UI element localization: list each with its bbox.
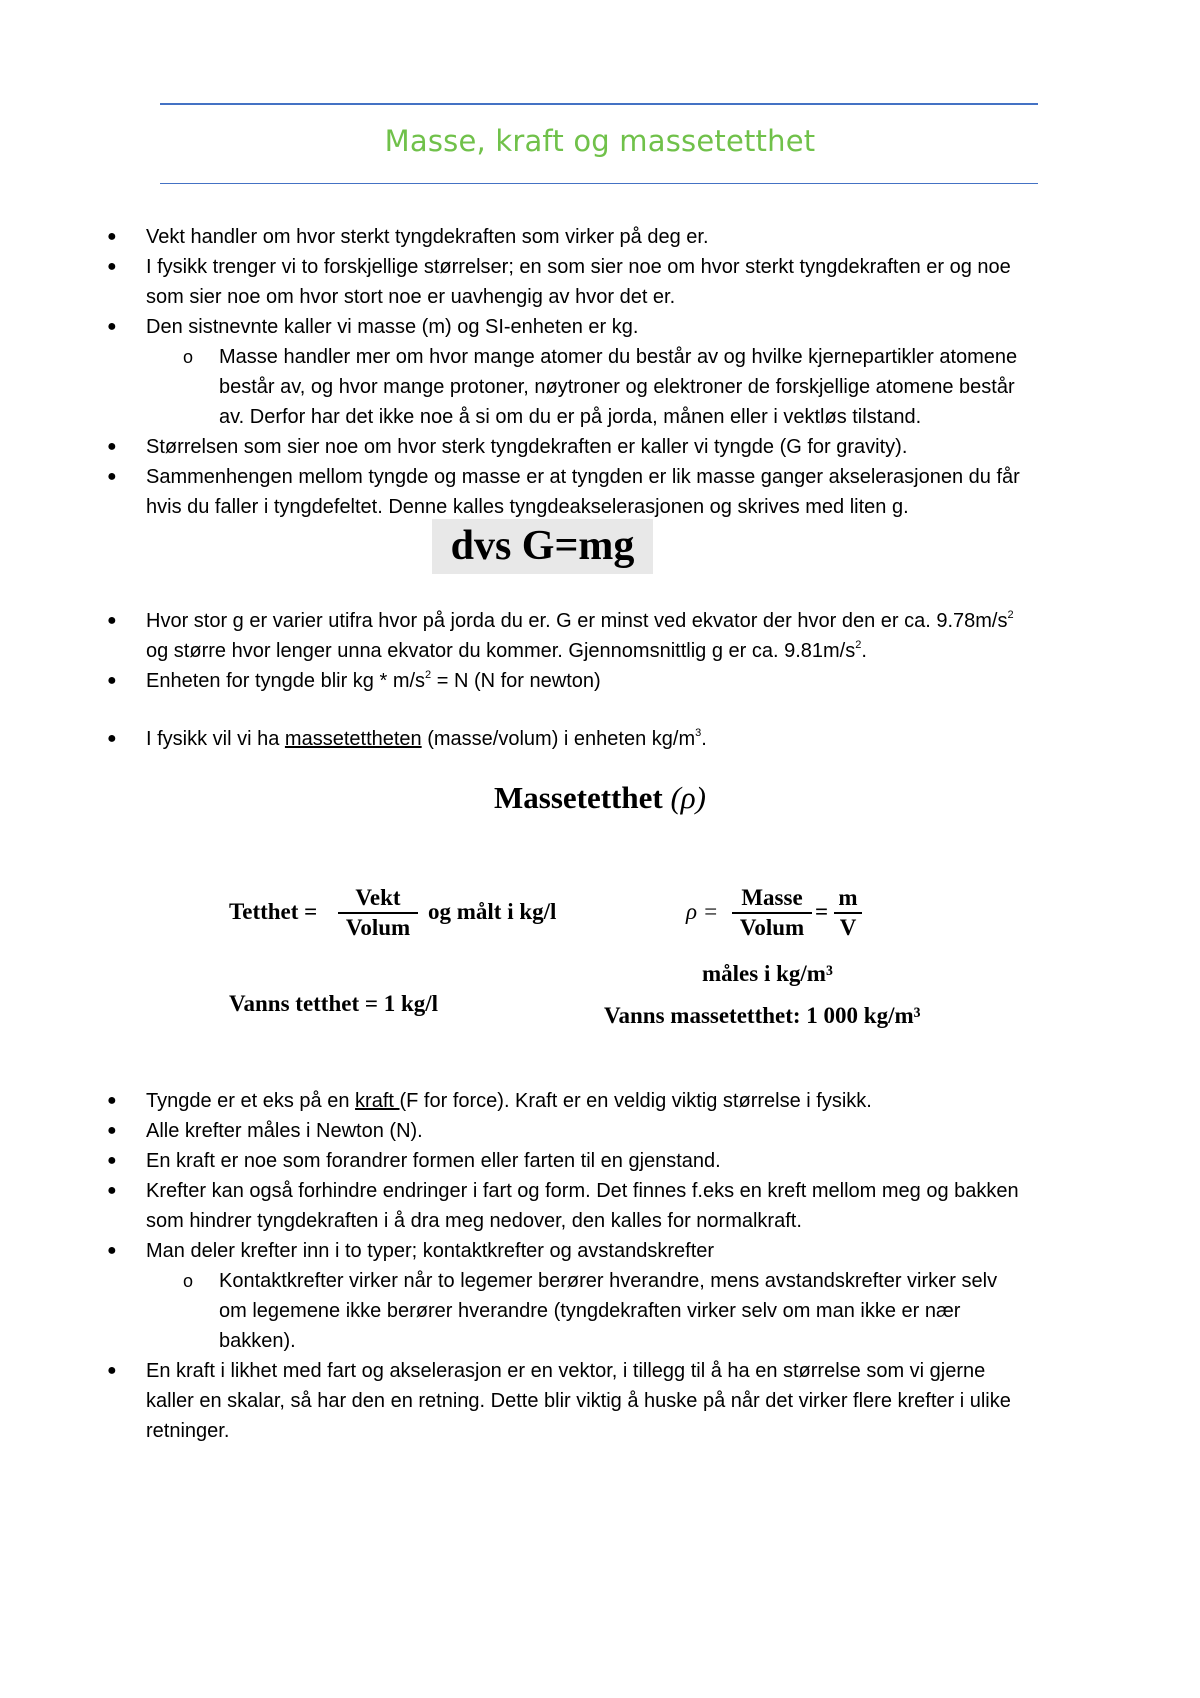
sub-list-item [183,342,1119,432]
formula-image: dvs G=mg [432,519,653,574]
fraction-denominator: Volum [739,915,805,940]
bullet-icon: ● [107,468,117,485]
list-item-text: Vekt handler om hvor sterkt tyngdekraften som virker på deg er. [146,226,709,248]
list-item-text: (F for force). Kraft er en veldig viktig størrelse i fysikk. [399,1090,872,1112]
list-item-text: som sier noe om hvor stort noe er uavhengig av hvor det er. [146,286,676,308]
list-item [107,1176,1126,1236]
bullet-icon: ● [107,438,117,455]
bullet-icon: ● [107,1182,117,1199]
superscript: 2 [425,669,432,681]
vekt-volum-fraction [338,884,418,942]
density-title-text: Massetetthet [494,780,663,815]
list-item-text: om legemene ikke berører hverandre (tyngdekraften virker selv om man ikke er nær [219,1300,961,1322]
list-item-text: Enheten for tyngde blir kg * m/s [146,670,426,692]
list-item [107,222,1126,252]
og-malt-label: og målt i kg/l [428,899,557,924]
list-item-text: hvis du faller i tyngdefeltet. Denne kalles tyngdeakselerasjonen og skrives med liten g. [146,496,909,518]
list-item-text: I fysikk vil vi ha [146,728,285,750]
list-item [107,1086,1126,1116]
rho-equals [686,899,718,925]
list-item [107,1146,1126,1176]
bullet-icon: ● [107,612,117,629]
rho-symbol: (ρ) [670,780,706,815]
list-item [107,432,1126,462]
list-item-text: Hvor stor g er varier utifra hvor på jorda du er. G er minst ved ekvator der hvor den er ca. 9.78m/s [146,610,1008,632]
list-item-text: Sammenhengen mellom tyngde og masse er at tyngden er lik masse ganger akselerasjonen du får [146,466,1020,488]
underlined-term: massetettheten [284,728,422,750]
masse-volum-fraction [732,884,812,942]
list-item-text: bakken). [219,1330,296,1352]
list-item-text: . [861,640,867,662]
list-item-text: kaller en skalar, så har den en retning. Dette blir viktig å huske på når det virker flere krefter i ulike [146,1390,1011,1412]
list-item [107,1116,1126,1146]
bullet-icon: ● [107,672,117,689]
list-item [107,462,1126,522]
list-item [107,1356,1126,1446]
list-item-text: En kraft er noe som forandrer formen eller farten til en gjenstand. [146,1150,721,1172]
rho-equals-text: ρ = [686,899,719,924]
list-item-text: Krefter kan også forhindre endringer i fart og form. Det finnes f.eks en kreft mellom meg og bakken [146,1180,1019,1202]
list-item-text: = N (N for newton) [431,670,601,692]
list-item-text: . [701,728,707,750]
circle-bullet-icon: o [183,1271,194,1291]
list-item-text: som hindrer tyngdekraften i å dra meg nedover, den kalles for normalkraft. [146,1210,802,1232]
list-item [107,1236,1126,1266]
list-item-text: Kontaktkrefter virker når to legemer berører hverandre, mens avstandskrefter virker selv [219,1270,998,1292]
bullet-icon: ● [107,1152,117,1169]
circle-bullet-icon: o [183,347,194,367]
equals-sign: = [815,899,829,924]
list-item-text: Masse handler mer om hvor mange atomer du består av og hvilke kjernepartikler atomene [219,346,1018,368]
bullet-icon: ● [107,1242,117,1259]
list-item-text: I fysikk trenger vi to forskjellige størrelser; en som sier noe om hvor sterkt tyngdekraften er og noe [146,256,1011,278]
list-item-text: og større hvor lenger unna ekvator du kommer. Gjennomsnittlig g er ca. 9.81m/s [146,640,856,662]
superscript: 2 [855,639,862,651]
list-item [107,252,1126,312]
list-item [107,606,1126,666]
bullet-icon: ● [107,1092,117,1109]
list-item-text: av. Derfor har det ikke noe å si om du er på jorda, månen eller i vektløs tilstand. [219,406,922,428]
bullet-icon: ● [107,1122,117,1139]
vann-tetthet-label: Vanns tetthet = 1 kg/l [229,991,439,1016]
list-item-text: Den sistnevnte kaller vi masse (m) og SI-enheten er kg. [146,316,639,338]
list-item-text: Tyngde er et eks på en [146,1090,356,1112]
tetthet-label: Tetthet = [229,899,318,924]
list-item-text: Størrelsen som sier noe om hvor sterk tyngdekraften er kaller vi tyngde (G for gravity). [146,436,908,458]
list-item [107,312,1126,342]
superscript: 3 [695,727,702,739]
list-item [107,724,1126,754]
m-v-fraction [834,884,862,942]
fraction-denominator: V [839,915,857,940]
fraction-denominator: Volum [345,915,411,940]
fraction-numerator: Masse [741,885,803,910]
title-top-rule [160,103,1038,105]
list-item-text: retninger. [146,1420,230,1442]
vann-massetetthet-label: Vanns massetetthet: 1 000 kg/m³ [604,1003,921,1028]
bullet-icon: ● [107,258,117,275]
list-item-text: Alle krefter måles i Newton (N). [146,1120,423,1142]
fraction-numerator: Vekt [355,885,401,910]
bullet-icon: ● [107,228,117,245]
density-title [0,780,1200,816]
bullet-icon: ● [107,1362,117,1379]
underlined-term: kraft [355,1090,400,1112]
list-item [107,666,1126,696]
males-label: måles i kg/m³ [702,961,833,986]
list-item-text: består av, og hvor mange protoner, nøytroner og elektroner de forskjellige atomene består [219,376,1015,398]
fraction-numerator: m [838,885,858,910]
superscript: 2 [1007,609,1014,621]
list-item-text: (masse/volum) i enheten kg/m [421,728,696,750]
bullet-icon: ● [107,730,117,747]
title-bottom-rule [160,183,1038,184]
bullet-icon: ● [107,318,117,335]
sub-list-item [183,1266,1119,1356]
page-title: Masse, kraft og massetetthet [384,124,816,158]
list-item-text: Man deler krefter inn i to typer; kontaktkrefter og avstandskrefter [146,1240,715,1262]
list-item-text: En kraft i likhet med fart og akselerasjon er en vektor, i tillegg til å ha en størrelse som vi gjerne [146,1360,986,1382]
